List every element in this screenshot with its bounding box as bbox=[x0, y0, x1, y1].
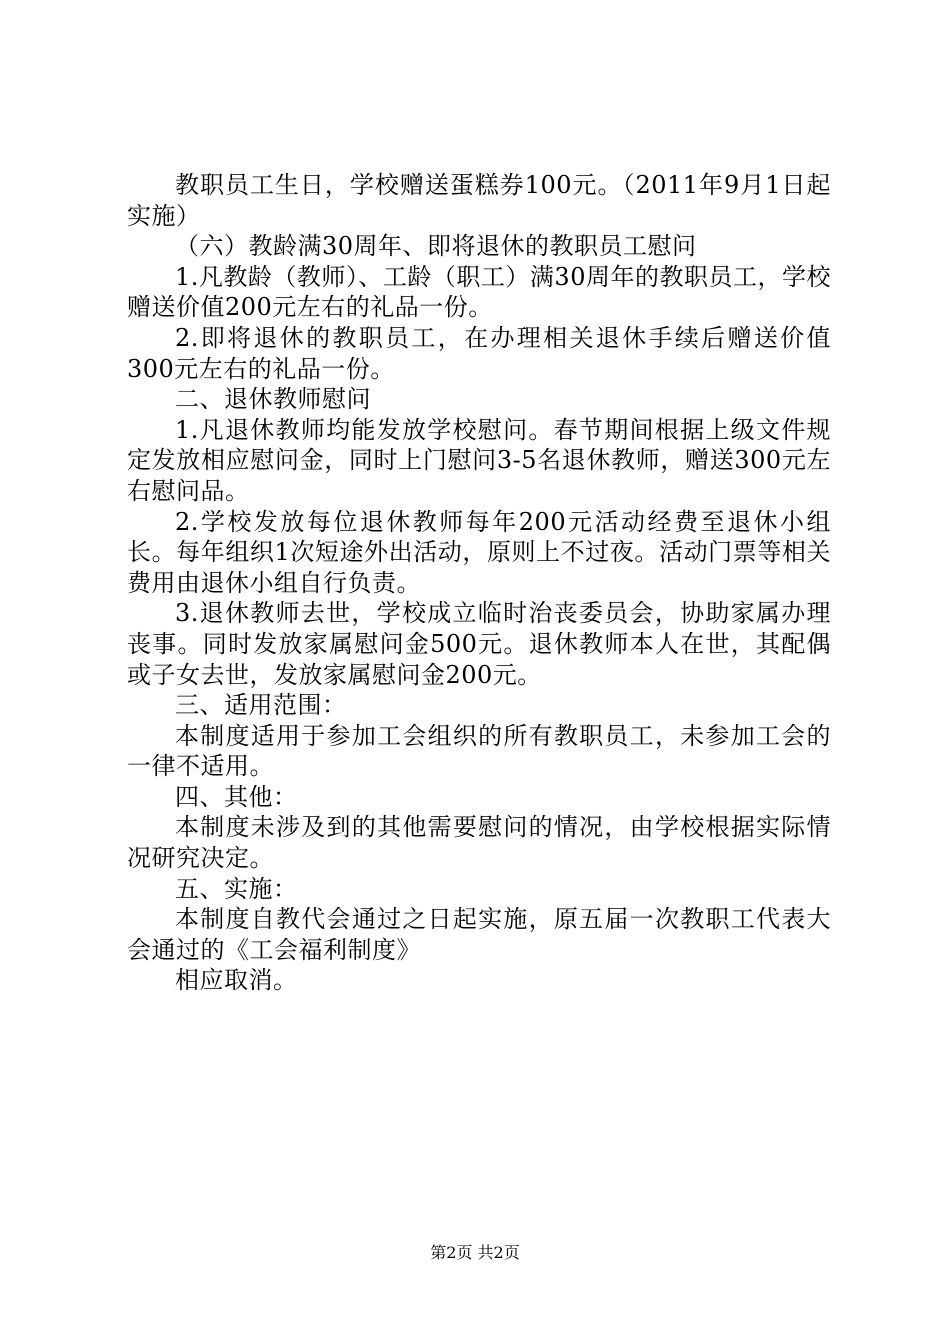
paragraph-birthday-gift: 教职员工生日，学校赠送蛋糕券100元。（2011年9月1日起实施） bbox=[127, 171, 831, 230]
paragraph-retirement-gift: 2.即将退休的教职员工，在办理相关退休手续后赠送价值300元左右的礼品一份。 bbox=[127, 323, 831, 383]
page-number-label: 第2页 共2页 bbox=[430, 1243, 520, 1262]
paragraph-activity-funds: 2.学校发放每位退休教师每年200元活动经费至退休小组长。每年组织1次短途外出活动，原则上不过夜。活动门票等相关费用由退休小组自行负责。 bbox=[127, 507, 831, 597]
section-heading-retired-teachers: 二、退休教师慰问 bbox=[175, 385, 371, 414]
section-heading-scope: 三、适用范围： bbox=[175, 691, 347, 720]
section-heading-other: 四、其他： bbox=[175, 782, 298, 811]
page-footer bbox=[0, 1243, 950, 1263]
paragraph-other: 本制度未涉及到的其他需要慰问的情况，由学校根据实际情况研究决定。 bbox=[127, 813, 831, 873]
section-heading-implementation: 五、实施： bbox=[175, 874, 298, 903]
paragraph-funeral-support: 3.退休教师去世，学校成立临时治丧委员会，协助家属办理丧事。同时发放家属慰问金500元。退休教师本人在世，其配偶或子女去世，发放家属慰问金200元。 bbox=[127, 599, 831, 689]
paragraph-revocation: 相应取消。 bbox=[175, 966, 298, 995]
paragraph-implementation: 本制度自教代会通过之日起实施，原五届一次教职工代表大会通过的《工会福利制度》 bbox=[127, 905, 831, 964]
paragraph-scope: 本制度适用于参加工会组织的所有教职员工，未参加工会的一律不适用。 bbox=[127, 721, 831, 781]
paragraph-30-year-gift: 1.凡教龄（教师）、工龄（职工）满30周年的教职员工，学校赠送价值200元左右的礼品一份。 bbox=[127, 262, 831, 322]
document-body bbox=[127, 170, 831, 996]
paragraph-spring-festival-visit: 1.凡退休教师均能发放学校慰问。春节期间根据上级文件规定发放相应慰问金，同时上门慰问3-5名退休教师，赠送300元左右慰问品。 bbox=[127, 415, 831, 505]
section-heading-retiring-staff: （六）教龄满30周年、即将退休的教职员工慰问 bbox=[175, 232, 697, 261]
